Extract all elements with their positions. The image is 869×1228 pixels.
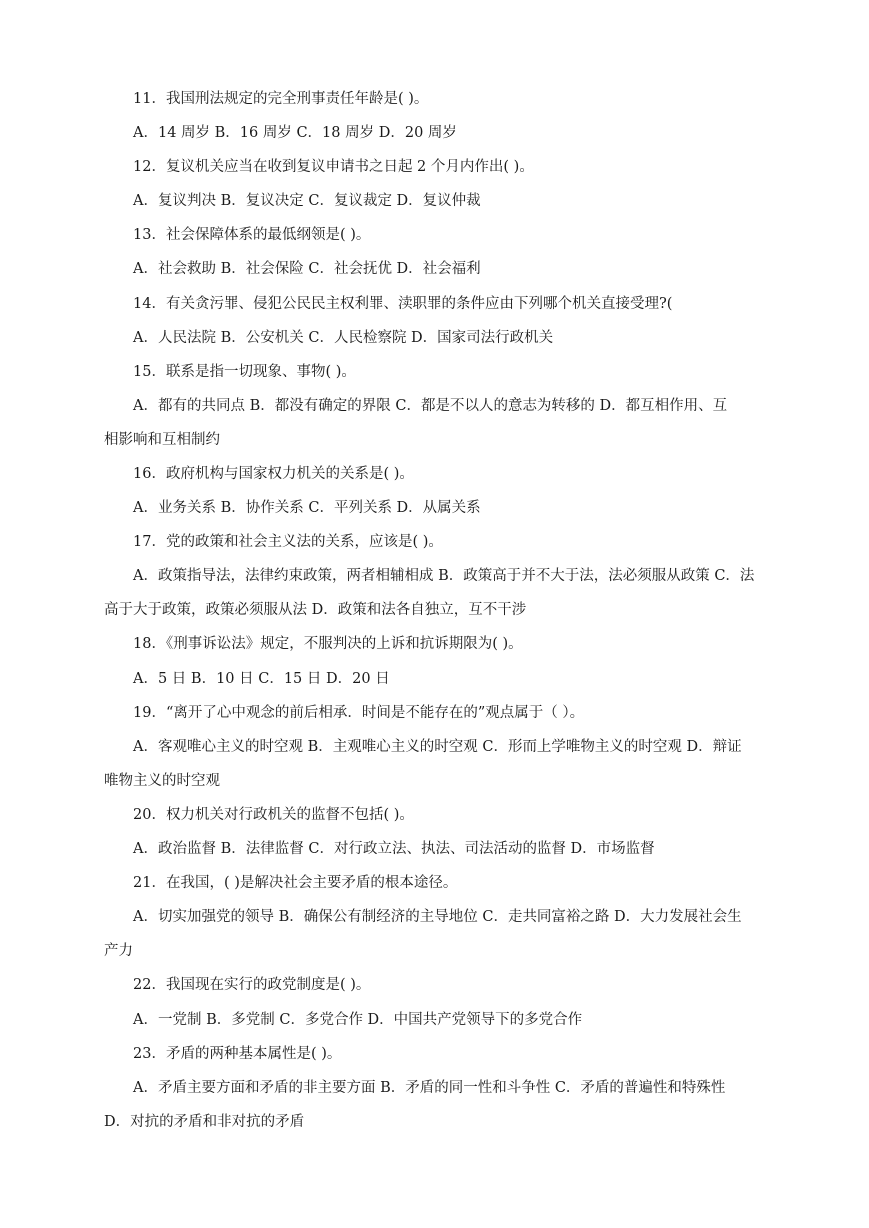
options-22: A．一党制 B．多党制 C．多党合作 D．中国共产党领导下的多党合作 bbox=[133, 1012, 583, 1028]
options-17-cont: 高于大于政策，政策必须服从法 D．政策和法各自独立，互不干涉 bbox=[104, 602, 527, 618]
question-14: 14．有关贪污罪、侵犯公民民主权利罪、渎职罪的条件应由下列哪个机关直接受理?( bbox=[133, 296, 673, 312]
options-14: A．人民法院 B．公安机关 C．人民检察院 D．国家司法行政机关 bbox=[133, 330, 554, 346]
options-12: A．复议判决 B．复议决定 C．复议裁定 D．复议仲裁 bbox=[133, 193, 481, 209]
options-15-cont: 相影响和互相制约 bbox=[104, 432, 220, 448]
options-17: A．政策指导法，法律约束政策，两者相辅相成 B．政策高于并不大于法，法必须服从政策 C．法 bbox=[133, 568, 755, 584]
options-21: A．切实加强党的领导 B．确保公有制经济的主导地位 C．走共同富裕之路 D．大力发展社会生 bbox=[133, 909, 742, 925]
question-22: 22．我国现在实行的政党制度是( )。 bbox=[133, 977, 371, 993]
question-23: 23．矛盾的两种基本属性是( )。 bbox=[133, 1046, 342, 1062]
question-20: 20．权力机关对行政机关的监督不包括( )。 bbox=[133, 807, 414, 823]
question-11: 11．我国刑法规定的完全刑事责任年龄是( )。 bbox=[133, 91, 429, 107]
options-13: A．社会救助 B．社会保险 C．社会抚优 D．社会福利 bbox=[133, 261, 481, 277]
options-20: A．政治监督 B．法律监督 C．对行政立法、执法、司法活动的监督 D．市场监督 bbox=[133, 841, 655, 857]
question-13: 13．社会保障体系的最低纲领是( )。 bbox=[133, 227, 371, 243]
question-12: 12．复议机关应当在收到复议申请书之日起 2 个月内作出( )。 bbox=[133, 159, 534, 175]
options-15: A．都有的共同点 B．都没有确定的界限 C．都是不以人的意志为转移的 D．都互相作用、互 bbox=[133, 398, 728, 414]
options-23: A．矛盾主要方面和矛盾的非主要方面 B．矛盾的同一性和斗争性 C．矛盾的普遍性和特殊性 bbox=[133, 1080, 726, 1096]
options-21-cont: 产力 bbox=[104, 943, 133, 959]
options-18: A．5 日 B．10 日 C．15 日 D．20 日 bbox=[133, 671, 390, 687]
question-18: 18．《刑事诉讼法》规定，不服判决的上诉和抗诉期限为( )。 bbox=[133, 636, 523, 652]
question-19: 19．“离开了心中观念的前后相承．时间是不能存在的”观点属于（ ）。 bbox=[133, 705, 585, 721]
options-23-cont: D．对抗的矛盾和非对抗的矛盾 bbox=[104, 1114, 305, 1130]
options-19: A．客观唯心主义的时空观 B．主观唯心主义的时空观 C．形而上学唯物主义的时空观 D．辩证 bbox=[133, 739, 742, 755]
question-21: 21．在我国，( )是解决社会主要矛盾的根本途径。 bbox=[133, 875, 458, 891]
question-15: 15．联系是指一切现象、事物( )。 bbox=[133, 364, 356, 380]
question-16: 16．政府机构与国家权力机关的关系是( )。 bbox=[133, 466, 414, 482]
options-11: A．14 周岁 B．16 周岁 C．18 周岁 D．20 周岁 bbox=[133, 125, 457, 141]
options-19-cont: 唯物主义的时空观 bbox=[104, 773, 220, 789]
options-16: A．业务关系 B．协作关系 C．平列关系 D．从属关系 bbox=[133, 500, 481, 516]
question-17: 17．党的政策和社会主义法的关系，应该是( )。 bbox=[133, 534, 443, 550]
